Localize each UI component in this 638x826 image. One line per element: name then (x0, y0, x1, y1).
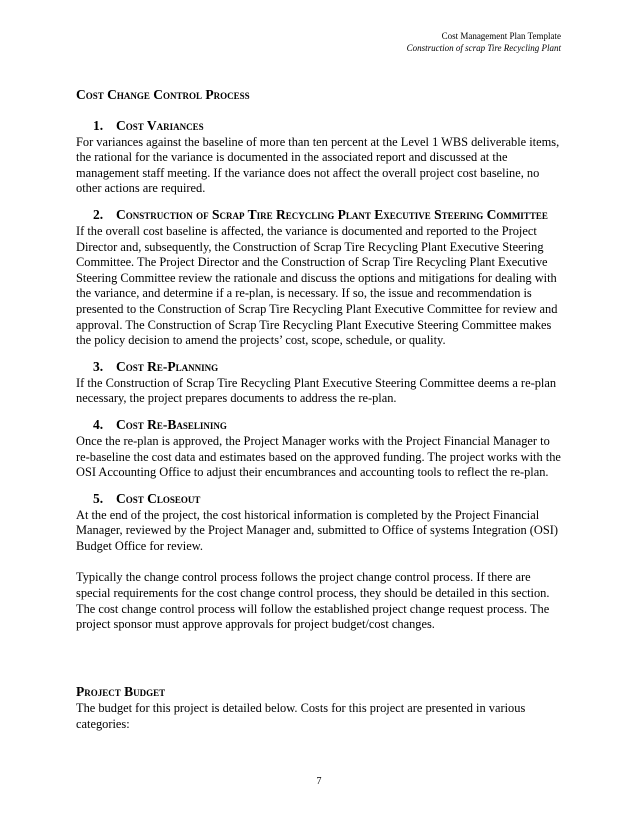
section-title-project-budget: Project Budget (76, 683, 166, 699)
header-project-name: Construction of scrap Tire Recycling Plant (406, 43, 561, 53)
subsection-text: If the overall cost baseline is affected, the variance is documented and reported to the Project Director and, subsequently, the Construction of Scrap Tire Recycling Plant Executive Steering Committee. The Project Director and the Construction of Scrap Tire Recycling Plant Executive Steering Committee review the rationale and discuss the options and mitigations for dealing with the variance, and determine if a re-plan, is necessary. If so, the issue and recommendation is presented to the Construction of Scrap Tire Recycling Plant Executive Committee for review and approval. The Construction of Scrap Tire Recycling Plant Executive Steering Committee makes the policy decision to amend the projects’ cost, scope, schedule, or quality. (76, 223, 558, 348)
subsection-number: 2. (93, 206, 104, 222)
page-number: 7 (316, 776, 322, 787)
subsection-cost-variances (76, 117, 564, 197)
subsection-heading (76, 490, 564, 507)
subsection-text: Once the re-plan is approved, the Project Manager works with the Project Financial Manager to re-baseline the cost data and estimates based on the approved funding. The project works with the OSI Accounting Office to adjust their encumbrances and accounting tools to reflect the re-plan. (76, 433, 561, 480)
subsection-cost-re-baselining (76, 416, 564, 481)
subsection-title: Cost Re-Baselining (116, 416, 227, 432)
subsection-text: At the end of the project, the cost historical information is completed by the Project Financial Manager, reviewed by the Project Manager and, submitted to Office of systems Integration (OSI) Budget Office for review. (76, 507, 559, 553)
header-doc-title: Cost Management Plan Template (441, 31, 561, 41)
subsection-number: 1. (93, 117, 104, 133)
subsection-heading (76, 416, 564, 433)
subsection-heading (76, 117, 564, 134)
subsection-title: Cost Closeout (116, 490, 201, 506)
subsection-number: 5. (93, 490, 104, 506)
subsection-cost-re-planning (76, 358, 564, 407)
subsection-text: If the Construction of Scrap Tire Recycling Plant Executive Steering Committee deems a re-plan necessary, the project prepares documents to address the re-plan. (76, 375, 557, 406)
subsection-text: For variances against the baseline of more than ten percent at the Level 1 WBS deliverable items, the rational for the variance is documented in the associated report and discussed at the management staff meeting. If the variance does not affect the overall project cost baseline, no other actions are required. (76, 134, 560, 196)
section-title-cost-change-control: Cost Change Control Process (76, 87, 250, 102)
subsection-heading (76, 206, 564, 223)
page-header (407, 30, 561, 54)
subsection-number: 3. (93, 358, 104, 374)
project-budget-text: The budget for this project is detailed below. Costs for this project are presented in various categories: (76, 701, 526, 732)
subsection-heading (76, 358, 564, 375)
closing-paragraph: Typically the change control process follows the project change control process. If there are special requirements for the cost change control process, they should be detailed in this section. The cost change control process will follow the established project change request process. The project sponsor must approve approvals for project budget/cost changes. (76, 570, 550, 632)
subsection-title: Cost Variances (116, 117, 204, 133)
subsection-cost-closeout (76, 490, 564, 555)
subsection-title: Construction of Scrap Tire Recycling Plant Executive Steering Committee (116, 206, 548, 222)
subsection-title: Cost Re-Planning (116, 358, 219, 374)
page-content (76, 87, 564, 742)
subsection-number: 4. (93, 416, 104, 432)
subsection-executive-steering-committee (76, 206, 564, 349)
